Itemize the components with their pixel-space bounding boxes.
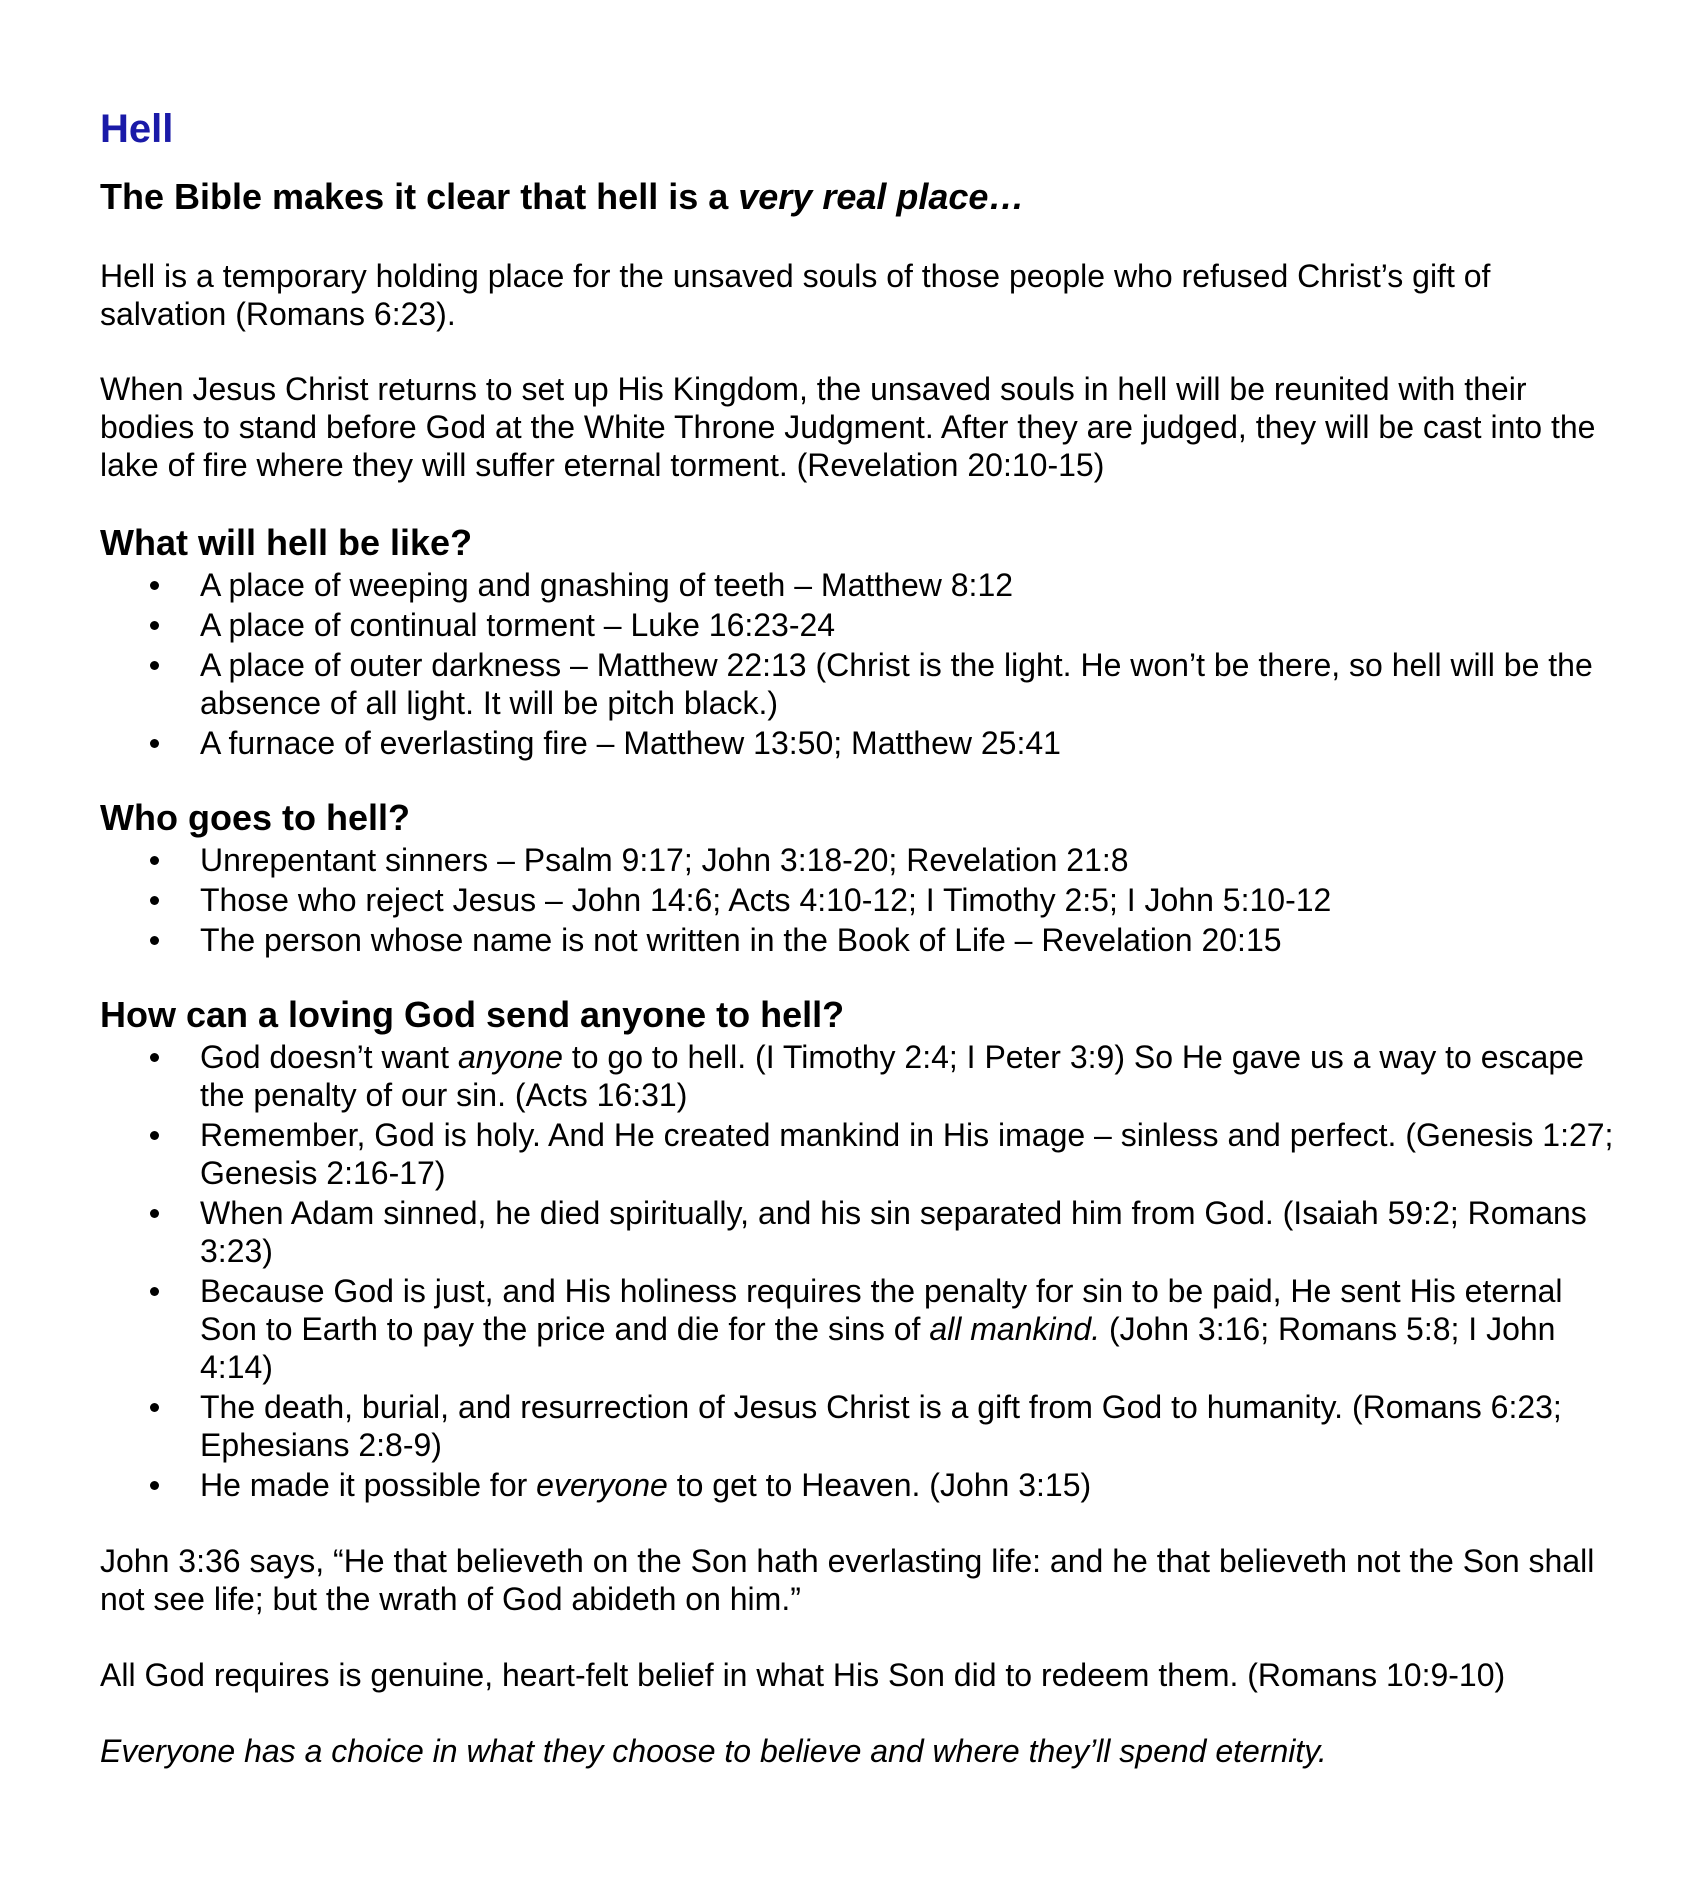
list-item-text: Remember, God is holy. And He created mankind in His image – sinless and perfect. (Genesis 1:27; Genesis 2:16-17) [200,1117,1614,1191]
list-item [100,1388,1620,1464]
list-item-text: A place of outer darkness – Matthew 22:13 (Christ is the light. He won’t be there, so hell will be the absence of all light. It will be pitch black.) [200,647,1593,721]
list-item [100,1466,1620,1504]
bullet-icon [150,1209,159,1218]
list-item-text: A place of weeping and gnashing of teeth – Matthew 8:12 [200,567,1014,603]
bullet-icon [150,621,159,630]
list-item [100,921,1620,959]
bullet-icon [150,1053,159,1062]
bullet-icon [150,1481,159,1490]
list-item-text: When Adam sinned, he died spiritually, and his sin separated him from God. (Isaiah 59:2; Romans 3:23) [200,1195,1587,1269]
list-item [100,841,1620,879]
list-item-emphasis: all mankind. [929,1311,1101,1347]
return-paragraph: When Jesus Christ returns to set up His Kingdom, the unsaved souls in hell will be reunited with their bodies to stand before God at the White Throne Judgment. After they are judged, they will be cast into the lake of fire where they will suffer eternal torment. (Revelation 20:10-15) [100,371,1596,483]
list-item-text: to get to Heaven. (John 3:15) [667,1467,1092,1503]
john-quote-paragraph: John 3:36 says, “He that believeth on the Son hath everlasting life: and he that believeth not the Son shall not see life; but the wrath of God abideth on him.” [100,1543,1595,1617]
requirement-paragraph: All God requires is genuine, heart-felt belief in what His Son did to redeem them. (Romans 10:9-10) [100,1657,1506,1693]
bullet-icon [150,1403,159,1412]
page-title: Hell [100,107,174,151]
bullet-icon [150,739,159,748]
list-item-text: Because God is just, and His holiness requires the penalty for sin to be paid, He sent His eternal Son to Earth to pay the price and die for the sins of [200,1273,1563,1347]
bullet-icon [150,936,159,945]
list-item-text: A place of continual torment – Luke 16:23-24 [200,607,836,643]
list-item [100,881,1620,919]
section-heading-who: Who goes to hell? [100,797,410,838]
list-item-text: He made it possible for [200,1467,537,1503]
list-item-text: Those who reject Jesus – John 14:6; Acts 4:10-12; I Timothy 2:5; I John 5:10-12 [200,882,1332,918]
intro-paragraph: Hell is a temporary holding place for the unsaved souls of those people who refused Christ’s gift of salvation (Romans 6:23). [100,258,1491,332]
section-heading-what: What will hell be like? [100,522,473,563]
document-page [100,95,1620,1770]
list-item [100,724,1620,762]
list-item-emphasis: everyone [536,1467,668,1503]
closing-paragraph: Everyone has a choice in what they choose to believe and where they’ll spend eternity. [100,1733,1327,1769]
section-heading-how: How can a loving God send anyone to hell? [100,994,845,1035]
list-item-emphasis: anyone [457,1039,563,1075]
list-item [100,606,1620,644]
subtitle [100,175,1620,219]
list-item-text: The death, burial, and resurrection of Jesus Christ is a gift from God to humanity. (Romans 6:23; Ephesians 2:8-9) [200,1389,1562,1463]
subtitle-text: The Bible makes it clear that hell is a [100,176,739,217]
list-item-text: The person whose name is not written in the Book of Life – Revelation 20:15 [200,922,1282,958]
list-item-text: A furnace of everlasting fire – Matthew 13:50; Matthew 25:41 [200,725,1061,761]
bullet-icon [150,661,159,670]
list-item [100,566,1620,604]
bullet-icon [150,581,159,590]
bullet-icon [150,1131,159,1140]
list-item [100,1194,1620,1270]
bullet-icon [150,1287,159,1296]
what-list [100,566,1620,762]
list-item [100,646,1620,722]
list-item [100,1116,1620,1192]
bullet-icon [150,856,159,865]
list-item [100,1038,1620,1114]
how-list [100,1038,1620,1504]
bullet-icon [150,896,159,905]
who-list [100,841,1620,959]
list-item-text: to go to hell. (I Timothy 2:4; I Peter 3:9) So He gave us a way to escape the penalty of our sin. (Acts 16:31) [200,1039,1584,1113]
subtitle-emphasis: very real place… [738,176,1025,217]
list-item [100,1272,1620,1386]
list-item-text: God doesn’t want [200,1039,458,1075]
list-item-text: (John 3:16; Romans 5:8; I John 4:14) [200,1311,1556,1385]
list-item-text: Unrepentant sinners – Psalm 9:17; John 3:18-20; Revelation 21:8 [200,842,1129,878]
